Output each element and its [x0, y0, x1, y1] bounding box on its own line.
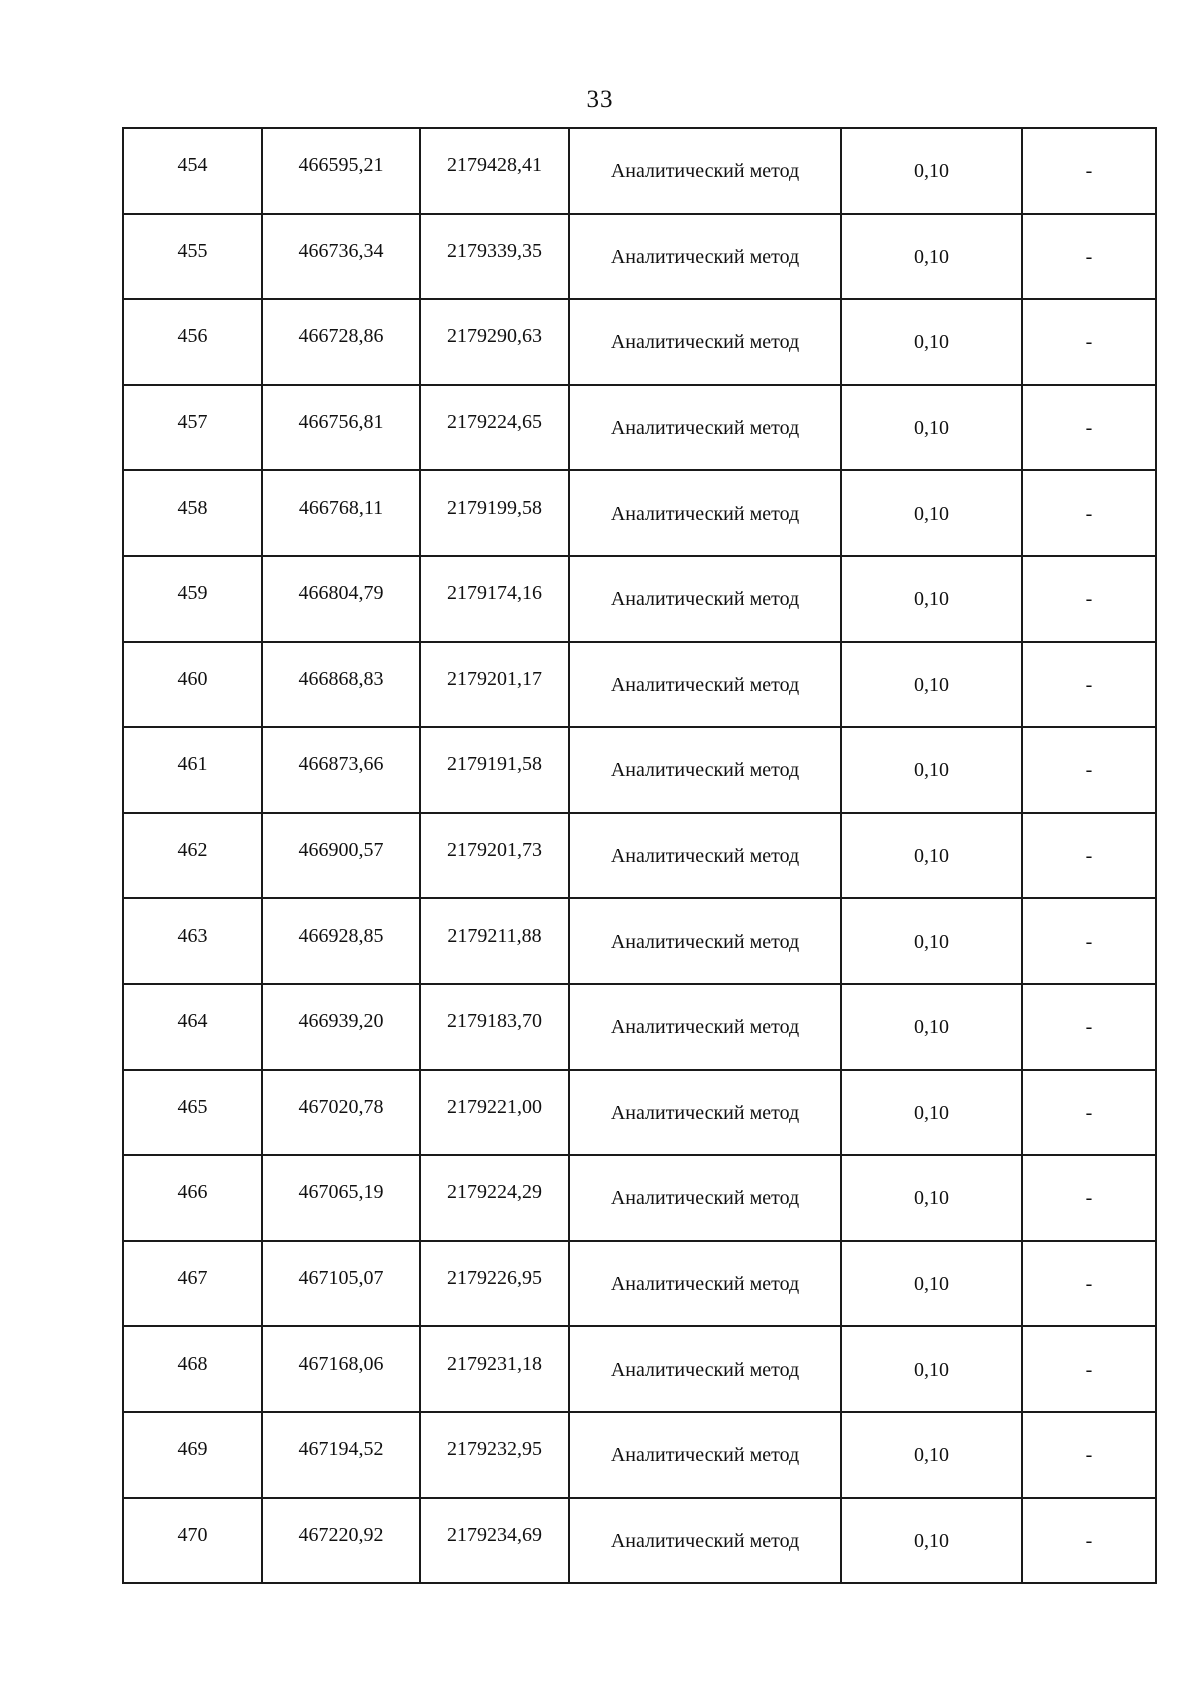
coordinates-table: [122, 127, 1157, 1584]
method-cell: Аналитический метод: [569, 214, 841, 300]
table-row: [123, 128, 1156, 214]
y-coordinate: 2179428,41: [420, 128, 569, 214]
y-coordinate: 2179183,70: [420, 984, 569, 1070]
method-cell: Аналитический метод: [569, 470, 841, 556]
point-number: 455: [123, 214, 262, 300]
accuracy-cell: 0,10: [841, 813, 1022, 899]
x-coordinate: 466939,20: [262, 984, 420, 1070]
x-coordinate: 467020,78: [262, 1070, 420, 1156]
method-cell: Аналитический метод: [569, 898, 841, 984]
accuracy-cell: 0,10: [841, 1498, 1022, 1584]
note-cell: -: [1022, 385, 1156, 471]
method-cell: Аналитический метод: [569, 1498, 841, 1584]
table-row: [123, 1155, 1156, 1241]
point-number: 468: [123, 1326, 262, 1412]
accuracy-cell: 0,10: [841, 1241, 1022, 1327]
method-cell: Аналитический метод: [569, 1070, 841, 1156]
note-cell: -: [1022, 1070, 1156, 1156]
point-number: 463: [123, 898, 262, 984]
accuracy-cell: 0,10: [841, 1155, 1022, 1241]
point-number: 461: [123, 727, 262, 813]
method-cell: Аналитический метод: [569, 1155, 841, 1241]
table-row: [123, 214, 1156, 300]
point-number: 454: [123, 128, 262, 214]
table-row: [123, 1070, 1156, 1156]
y-coordinate: 2179199,58: [420, 470, 569, 556]
y-coordinate: 2179174,16: [420, 556, 569, 642]
note-cell: -: [1022, 813, 1156, 899]
x-coordinate: 467220,92: [262, 1498, 420, 1584]
method-cell: Аналитический метод: [569, 385, 841, 471]
accuracy-cell: 0,10: [841, 1326, 1022, 1412]
y-coordinate: 2179234,69: [420, 1498, 569, 1584]
point-number: 456: [123, 299, 262, 385]
note-cell: -: [1022, 898, 1156, 984]
method-cell: Аналитический метод: [569, 813, 841, 899]
y-coordinate: 2179221,00: [420, 1070, 569, 1156]
accuracy-cell: 0,10: [841, 642, 1022, 728]
point-number: 462: [123, 813, 262, 899]
table-row: [123, 984, 1156, 1070]
y-coordinate: 2179191,58: [420, 727, 569, 813]
x-coordinate: 466768,11: [262, 470, 420, 556]
table-row: [123, 813, 1156, 899]
note-cell: -: [1022, 984, 1156, 1070]
x-coordinate: 467194,52: [262, 1412, 420, 1498]
x-coordinate: 467065,19: [262, 1155, 420, 1241]
x-coordinate: 467168,06: [262, 1326, 420, 1412]
y-coordinate: 2179224,65: [420, 385, 569, 471]
x-coordinate: 467105,07: [262, 1241, 420, 1327]
note-cell: -: [1022, 642, 1156, 728]
page-number: 33: [586, 86, 614, 113]
x-coordinate: 466873,66: [262, 727, 420, 813]
method-cell: Аналитический метод: [569, 556, 841, 642]
note-cell: -: [1022, 1412, 1156, 1498]
accuracy-cell: 0,10: [841, 214, 1022, 300]
accuracy-cell: 0,10: [841, 984, 1022, 1070]
point-number: 466: [123, 1155, 262, 1241]
point-number: 467: [123, 1241, 262, 1327]
point-number: 459: [123, 556, 262, 642]
method-cell: Аналитический метод: [569, 1412, 841, 1498]
y-coordinate: 2179339,35: [420, 214, 569, 300]
table-row: [123, 1326, 1156, 1412]
note-cell: -: [1022, 1326, 1156, 1412]
table-row: [123, 470, 1156, 556]
method-cell: Аналитический метод: [569, 299, 841, 385]
x-coordinate: 466900,57: [262, 813, 420, 899]
y-coordinate: 2179201,73: [420, 813, 569, 899]
table-row: [123, 1241, 1156, 1327]
note-cell: -: [1022, 299, 1156, 385]
x-coordinate: 466728,86: [262, 299, 420, 385]
accuracy-cell: 0,10: [841, 727, 1022, 813]
x-coordinate: 466868,83: [262, 642, 420, 728]
x-coordinate: 466756,81: [262, 385, 420, 471]
accuracy-cell: 0,10: [841, 385, 1022, 471]
accuracy-cell: 0,10: [841, 556, 1022, 642]
note-cell: -: [1022, 1498, 1156, 1584]
note-cell: -: [1022, 556, 1156, 642]
table-row: [123, 556, 1156, 642]
y-coordinate: 2179226,95: [420, 1241, 569, 1327]
note-cell: -: [1022, 214, 1156, 300]
accuracy-cell: 0,10: [841, 1412, 1022, 1498]
method-cell: Аналитический метод: [569, 727, 841, 813]
note-cell: -: [1022, 128, 1156, 214]
note-cell: -: [1022, 470, 1156, 556]
method-cell: Аналитический метод: [569, 1241, 841, 1327]
point-number: 469: [123, 1412, 262, 1498]
method-cell: Аналитический метод: [569, 984, 841, 1070]
accuracy-cell: 0,10: [841, 1070, 1022, 1156]
accuracy-cell: 0,10: [841, 898, 1022, 984]
method-cell: Аналитический метод: [569, 642, 841, 728]
x-coordinate: 466804,79: [262, 556, 420, 642]
note-cell: -: [1022, 1155, 1156, 1241]
x-coordinate: 466928,85: [262, 898, 420, 984]
method-cell: Аналитический метод: [569, 128, 841, 214]
y-coordinate: 2179201,17: [420, 642, 569, 728]
y-coordinate: 2179231,18: [420, 1326, 569, 1412]
note-cell: -: [1022, 727, 1156, 813]
accuracy-cell: 0,10: [841, 299, 1022, 385]
y-coordinate: 2179290,63: [420, 299, 569, 385]
table-row: [123, 299, 1156, 385]
point-number: 457: [123, 385, 262, 471]
accuracy-cell: 0,10: [841, 128, 1022, 214]
point-number: 465: [123, 1070, 262, 1156]
point-number: 460: [123, 642, 262, 728]
table-row: [123, 642, 1156, 728]
note-cell: -: [1022, 1241, 1156, 1327]
y-coordinate: 2179224,29: [420, 1155, 569, 1241]
accuracy-cell: 0,10: [841, 470, 1022, 556]
point-number: 464: [123, 984, 262, 1070]
table-row: [123, 898, 1156, 984]
table-row: [123, 727, 1156, 813]
table-row: [123, 385, 1156, 471]
y-coordinate: 2179232,95: [420, 1412, 569, 1498]
table-row: [123, 1412, 1156, 1498]
method-cell: Аналитический метод: [569, 1326, 841, 1412]
table-row: [123, 1498, 1156, 1584]
point-number: 458: [123, 470, 262, 556]
x-coordinate: 466736,34: [262, 214, 420, 300]
point-number: 470: [123, 1498, 262, 1584]
x-coordinate: 466595,21: [262, 128, 420, 214]
y-coordinate: 2179211,88: [420, 898, 569, 984]
